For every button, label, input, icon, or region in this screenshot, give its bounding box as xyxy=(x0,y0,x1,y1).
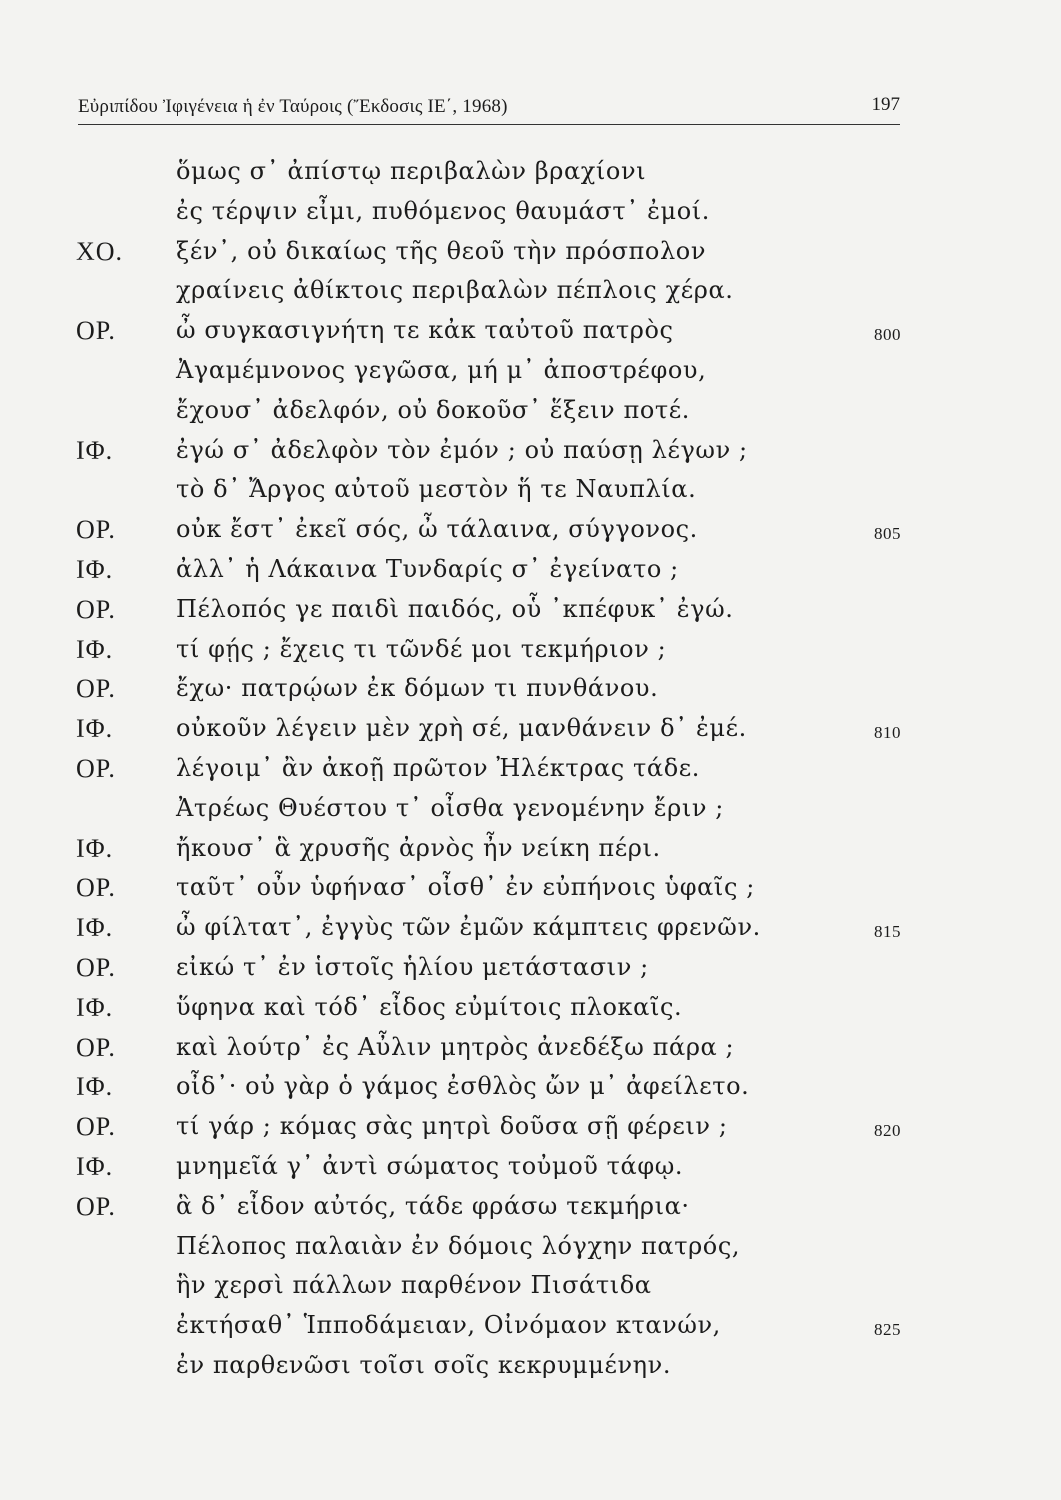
verse-text-line: ὦ φίλτατ᾽, ἐγγὺς τῶν ἐμῶν κάμπτεις φρενῶν. xyxy=(176,913,761,942)
verse-text-line: ἤκουσ᾽ ἃ χρυσῆς ἀρνὸς ἦν νείκη πέρι. xyxy=(176,833,661,862)
verse-line xyxy=(0,829,1061,869)
verse-line xyxy=(0,510,1061,550)
verse-line xyxy=(0,1147,1061,1187)
verse-text-line: ἣν χερσὶ πάλλων παρθένον Πισάτιδα xyxy=(176,1271,652,1300)
verse-text-line: μνημεῖά γ᾽ ἀντὶ σώματος τοὐμοῦ τάφῳ. xyxy=(176,1151,684,1180)
verse-text-line: ἃ δ᾽ εἶδον αὐτός, τάδε φράσω τεκμήρια· xyxy=(176,1191,690,1220)
verse-text-line: Ἀγαμέμνονος γεγῶσα, μή μ᾽ ἀποστρέφου, xyxy=(176,355,707,384)
verse-text-line: ἔχουσ᾽ ἀδελφόν, οὐ δοκοῦσ᾽ ἕξειν ποτέ. xyxy=(176,395,691,424)
speaker-label: ΟΡ. xyxy=(76,316,116,346)
verse-line xyxy=(0,550,1061,590)
speaker-label: ΙΦ. xyxy=(76,992,114,1022)
running-header xyxy=(78,88,900,125)
verse-text-line: τί φῄς ; ἔχεις τι τῶνδέ μοι τεκμήριον ; xyxy=(176,634,667,663)
verse-text-line: ἔχω· πατρῴων ἐκ δόμων τι πυνθάνου. xyxy=(176,674,659,703)
line-number: 815 xyxy=(874,922,901,942)
verse-line xyxy=(0,1187,1061,1227)
verse-text-line: ἐς τέρψιν εἶμι, πυθόμενος θαυμάστ᾽ ἐμοί. xyxy=(176,196,711,225)
verse-line xyxy=(0,669,1061,709)
verse-line xyxy=(0,630,1061,670)
verse-line xyxy=(0,1227,1061,1267)
verse-line xyxy=(0,868,1061,908)
speaker-label: ΟΡ. xyxy=(76,594,116,624)
verse-line xyxy=(0,1266,1061,1306)
verse-text-line: ὅμως σ᾽ ἀπίστῳ περιβαλὼν βραχίονι xyxy=(176,157,647,185)
header-title: Εὐριπίδου Ἰφιγένεια ἡ ἐν Ταύροις (Ἔκδοσις ΙΕ΄, 1968) xyxy=(78,96,508,117)
verse-line xyxy=(0,311,1061,351)
verse-text-line: ἐκτήσαθ᾽ Ἱπποδάμειαν, Οἰνόμαον κτανών, xyxy=(176,1311,721,1340)
speaker-label: ΙΦ. xyxy=(76,554,114,584)
verse-line xyxy=(0,590,1061,630)
verse-text-line: ὦ συγκασιγνήτη τε κἀκ ταὐτοῦ πατρὸς xyxy=(176,316,674,345)
verse-line xyxy=(0,1028,1061,1068)
speaker-label: ΙΦ. xyxy=(76,634,114,664)
verse-text-line: Πέλοπός γε παιδὶ παιδός, οὗ ᾽κπέφυκ᾽ ἐγώ. xyxy=(176,594,734,623)
verse-line xyxy=(0,908,1061,948)
verse-line xyxy=(0,988,1061,1028)
speaker-label: ΟΡ. xyxy=(76,1191,116,1221)
line-number: 825 xyxy=(874,1320,901,1340)
verse-line xyxy=(0,1107,1061,1147)
line-number: 805 xyxy=(874,524,901,544)
verse-text-line: ὕφηνα καὶ τόδ᾽ εἶδος εὐμίτοις πλοκαῖς. xyxy=(176,992,683,1021)
verse-line xyxy=(0,192,1061,232)
verse-line xyxy=(0,789,1061,829)
verse-text-line: Πέλοπος παλαιὰν ἐν δόμοις λόγχην πατρός, xyxy=(176,1231,741,1260)
line-number: 810 xyxy=(874,723,901,743)
verse-text-line: ταῦτ᾽ οὖν ὑφήνασ᾽ οἶσθ᾽ ἐν εὐπήνοις ὑφαῖς ; xyxy=(176,873,755,902)
verse-text-line: ἐγώ σ᾽ ἀδελφὸν τὸν ἐμόν ; οὐ παύσῃ λέγων ; xyxy=(176,435,748,464)
speaker-label: ΟΡ. xyxy=(76,674,116,704)
verse-line xyxy=(0,232,1061,272)
verse-text-line: ἐν παρθενῶσι τοῖσι σοῖς κεκρυμμένην. xyxy=(176,1350,672,1379)
verse-line xyxy=(0,1306,1061,1346)
verse-text-line: χραίνεις ἀθίκτοις περιβαλὼν πέπλοις χέρα. xyxy=(176,276,734,305)
verse-line xyxy=(0,391,1061,431)
verse-text-line: τὸ δ᾽ Ἄργος αὐτοῦ μεστὸν ἥ τε Ναυπλία. xyxy=(176,475,697,504)
verse-line xyxy=(0,152,1061,192)
speaker-label: ΙΦ. xyxy=(76,714,114,744)
verse-text-line: ἀλλ᾽ ἡ Λάκαινα Τυνδαρίς σ᾽ ἐγείνατο ; xyxy=(176,554,679,583)
verse-text-line: οὐκοῦν λέγειν μὲν χρὴ σέ, μανθάνειν δ᾽ ἐμέ. xyxy=(176,714,747,743)
verse-text-line: λέγοιμ᾽ ἂν ἀκοῇ πρῶτον Ἠλέκτρας τάδε. xyxy=(176,753,701,782)
verse-text-line: εἰκώ τ᾽ ἐν ἱστοῖς ἡλίου μετάστασιν ; xyxy=(176,952,649,981)
speaker-label: ΙΦ. xyxy=(76,833,114,863)
speaker-label: ΟΡ. xyxy=(76,873,116,903)
speaker-label: ΟΡ. xyxy=(76,515,116,545)
line-number: 820 xyxy=(874,1121,901,1141)
speaker-label: ΙΦ. xyxy=(76,913,114,943)
speaker-label: ΟΡ. xyxy=(76,753,116,783)
verse-line xyxy=(0,948,1061,988)
line-number: 800 xyxy=(874,325,901,345)
speaker-label: ΧΟ. xyxy=(76,236,124,266)
verse-text-line: οἶδ᾽· οὐ γὰρ ὁ γάμος ἐσθλὸς ὤν μ᾽ ἀφείλετο. xyxy=(176,1072,750,1101)
verse-text xyxy=(0,152,1061,1386)
speaker-label: ΙΦ. xyxy=(76,435,114,465)
verse-line xyxy=(0,431,1061,471)
verse-line xyxy=(0,351,1061,391)
verse-line xyxy=(0,271,1061,311)
verse-text-line: οὐκ ἔστ᾽ ἐκεῖ σός, ὦ τάλαινα, σύγγονος. xyxy=(176,515,698,544)
verse-line xyxy=(0,709,1061,749)
verse-line xyxy=(0,1067,1061,1107)
speaker-label: ΙΦ. xyxy=(76,1151,114,1181)
speaker-label: ΟΡ. xyxy=(76,952,116,982)
verse-line xyxy=(0,749,1061,789)
page-number: 197 xyxy=(871,94,900,115)
verse-text-line: ξέν᾽, οὐ δικαίως τῆς θεοῦ τὴν πρόσπολον xyxy=(176,236,707,265)
speaker-label: ΙΦ. xyxy=(76,1072,114,1102)
speaker-label: ΟΡ. xyxy=(76,1112,116,1142)
speaker-label: ΟΡ. xyxy=(76,1032,116,1062)
verse-text-line: τί γάρ ; κόμας σὰς μητρὶ δοῦσα σῇ φέρειν ; xyxy=(176,1112,728,1141)
verse-text-line: Ἀτρέως Θυέστου τ᾽ οἶσθα γενομένην ἔριν ; xyxy=(176,793,724,822)
verse-text-line: καὶ λούτρ᾽ ἐς Αὖλιν μητρὸς ἀνεδέξω πάρα ; xyxy=(176,1032,735,1061)
verse-line xyxy=(0,1346,1061,1386)
verse-line xyxy=(0,470,1061,510)
